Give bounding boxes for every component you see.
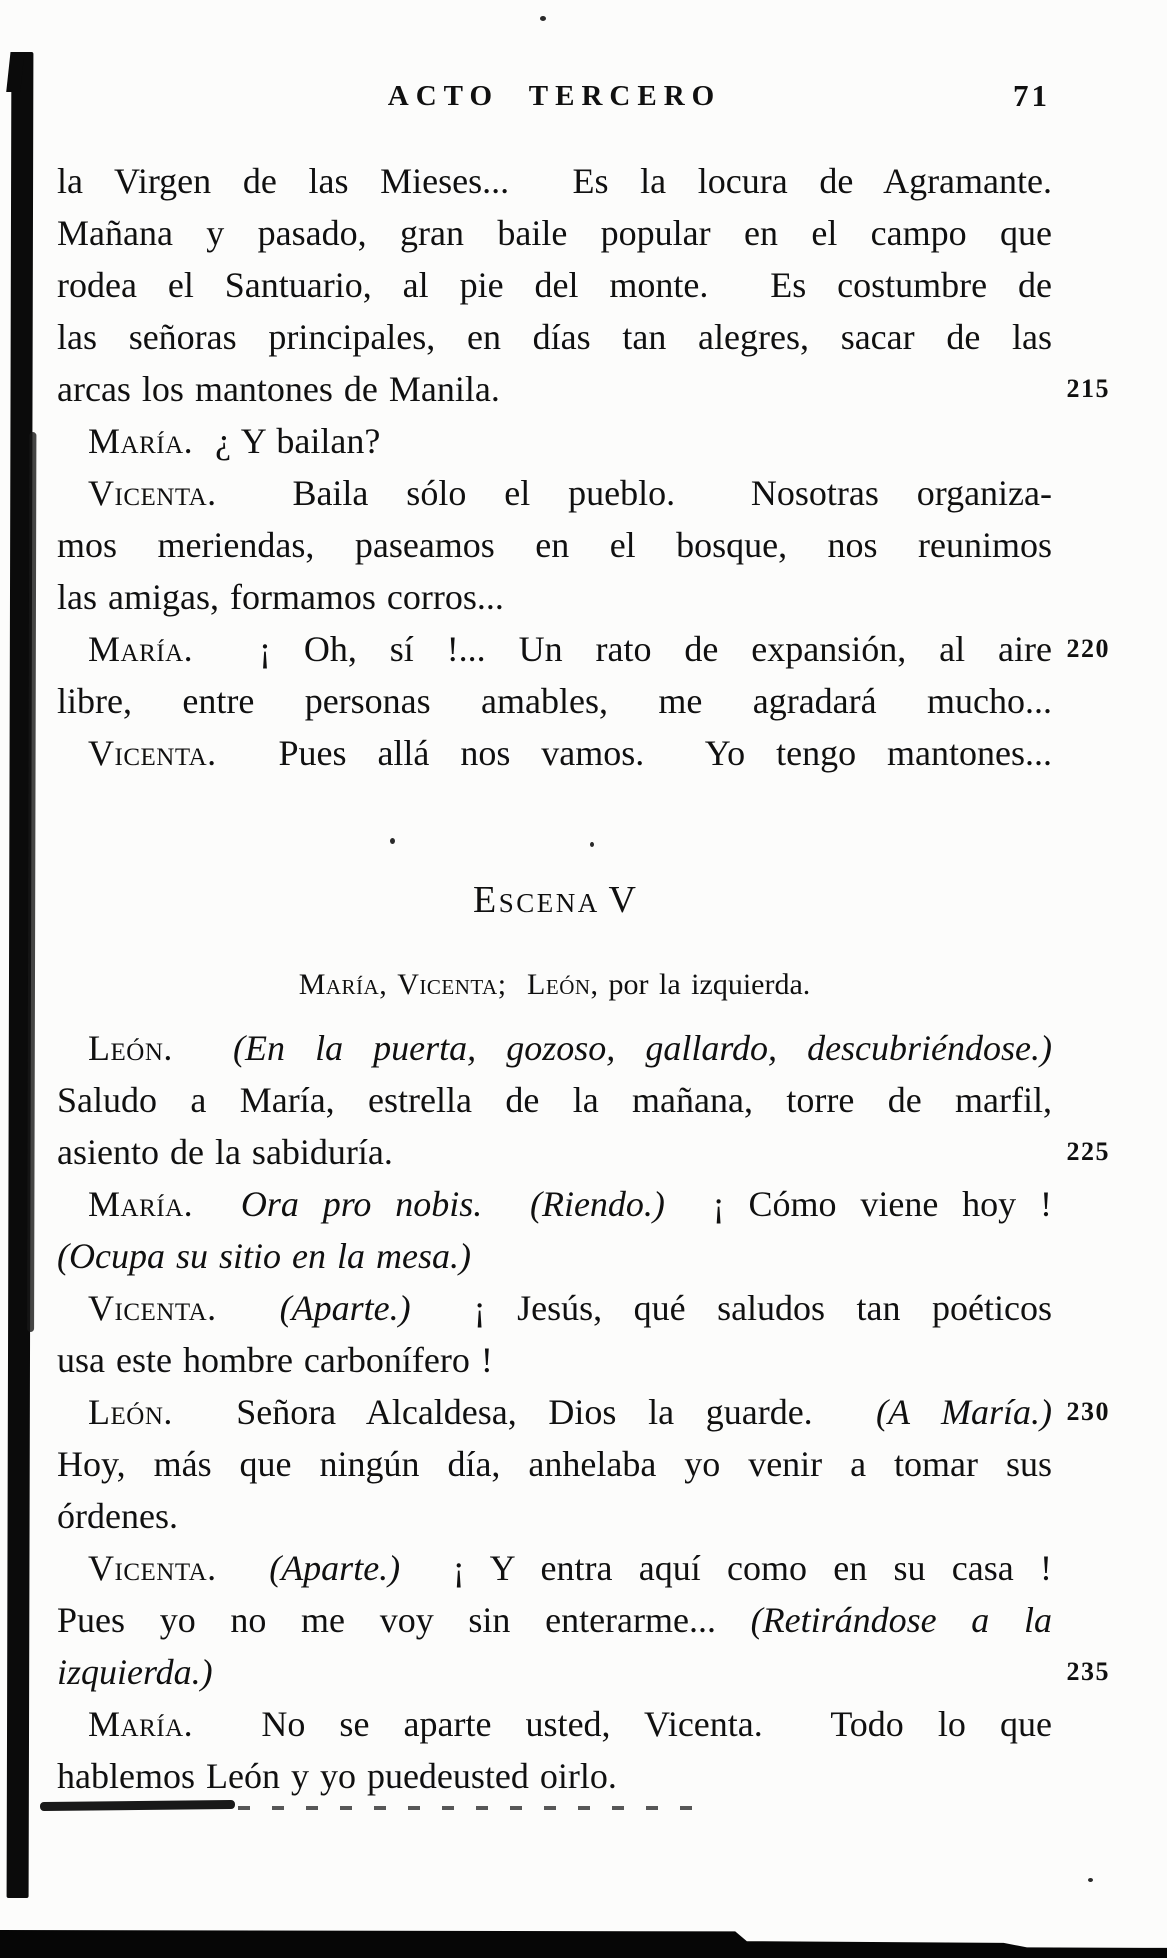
dialogue-text: Mañana y pasado, gran baile popular en el campo que xyxy=(57,213,1052,253)
dialogue-text: ¡ Y entra aquí como en su casa ! xyxy=(400,1548,1052,1588)
margin-line-number: 235 xyxy=(1066,1657,1110,1686)
dialogue-text: usa este hombre carbonífero ! xyxy=(57,1340,493,1380)
dialogue-text: mos meriendas, paseamos en el bosque, nos reunimos xyxy=(57,525,1052,565)
dialogue-text: las amigas, formamos corros... xyxy=(57,577,504,617)
text-line xyxy=(57,1334,1052,1386)
dialogue-text: Saludo a María, estrella de la mañana, torre de marfil, xyxy=(57,1080,1052,1120)
text-line xyxy=(57,1386,1110,1438)
speaker-name: María. xyxy=(88,629,194,669)
dialogue-text: asiento de la sabiduría. xyxy=(57,1132,393,1172)
dialogue-text xyxy=(217,1288,280,1328)
margin-line-number: 230 xyxy=(1066,1397,1110,1426)
dialogue-text: No se aparte usted, Vicenta. Todo lo que xyxy=(193,1704,1052,1744)
stage-direction: (A María.) xyxy=(876,1392,1052,1432)
margin-line-number: 215 xyxy=(1066,374,1110,403)
text-line xyxy=(57,571,1052,623)
text-line xyxy=(57,519,1052,571)
text-line xyxy=(57,1542,1052,1594)
dialogue-text: Pues allá nos vamos. Yo tengo mantones... xyxy=(216,733,1052,773)
stage-direction: izquierda.) xyxy=(57,1652,213,1692)
dialogue-text: ¡ Oh, sí !... Un rato de expansión, al aire xyxy=(193,629,1052,669)
stage-direction: (Retirándose a la xyxy=(750,1600,1052,1640)
dialogue-text: ; xyxy=(497,968,528,1001)
dialogue-text xyxy=(217,1548,270,1588)
text-line xyxy=(57,623,1110,675)
dialogue-text: las señoras principales, en días tan alegres, sacar de las xyxy=(57,317,1052,357)
text-line xyxy=(57,259,1052,311)
text-line xyxy=(57,311,1052,363)
dialogue-text: rodea el Santuario, al pie del monte. Es costumbre de xyxy=(57,265,1052,305)
dialogue-text: V xyxy=(599,879,636,921)
text-line xyxy=(57,1178,1052,1230)
text-line xyxy=(57,1230,1052,1282)
speaker-name: María xyxy=(298,968,380,1001)
scan-artifact xyxy=(540,16,546,21)
text-line xyxy=(57,1282,1052,1334)
vertical-gap xyxy=(57,1011,1052,1022)
dialogue-text: la Virgen de las Mieses... Es la locura de Agramante. xyxy=(57,161,1052,201)
dialogue-text: , por la izquierda. xyxy=(590,968,811,1001)
ink-smudge xyxy=(40,1800,235,1811)
speaker-name: María. xyxy=(88,421,194,461)
text-line xyxy=(57,1646,1110,1698)
speaker-name: Vicenta. xyxy=(88,473,217,513)
text-line xyxy=(57,675,1052,727)
stage-direction: (Aparte.) xyxy=(269,1548,401,1588)
speaker-name: María. xyxy=(88,1704,194,1744)
scan-artifact xyxy=(1088,1878,1093,1882)
page-number: 71 xyxy=(1013,78,1050,113)
stage-direction: Ora pro nobis. xyxy=(240,1184,483,1224)
dialogue-text xyxy=(482,1184,530,1224)
text-line xyxy=(57,1074,1052,1126)
dialogue-text: ¿ Y bailan? xyxy=(193,421,381,461)
text-line xyxy=(57,1490,1052,1542)
dialogue-text: Baila sólo el pueblo. Nosotras organiza- xyxy=(216,473,1052,513)
text-line xyxy=(57,727,1052,779)
play-text-block xyxy=(57,155,1110,1802)
scene-cast-line xyxy=(57,959,1052,1011)
running-head xyxy=(57,72,1052,120)
text-line xyxy=(57,415,1052,467)
scan-gutter-shadow xyxy=(7,52,34,1898)
text-line xyxy=(57,1750,1052,1802)
stage-direction: (En la puerta, gozoso, gallardo, descubriéndose.) xyxy=(233,1028,1053,1068)
dialogue-text: hablemos León y yo puedeusted oirlo. xyxy=(57,1756,617,1796)
scan-artifact xyxy=(590,842,594,847)
speaker-name: Vicenta. xyxy=(88,1548,217,1588)
dialogue-text: libre, entre personas amables, me agradará mucho... xyxy=(57,681,1052,721)
dialogue-text: Hoy, más que ningún día, anhelaba yo venir a tomar sus xyxy=(57,1444,1052,1484)
dialogue-text: ¡ Cómo viene hoy ! xyxy=(664,1184,1053,1224)
dialogue-text xyxy=(193,1184,241,1224)
dialogue-text: Pues yo no me voy sin enterarme... xyxy=(57,1600,751,1640)
dialogue-text: ¡ Jesús, qué saludos tan poéticos xyxy=(410,1288,1053,1328)
dialogue-text: Señora Alcaldesa, Dios la guarde. xyxy=(172,1392,877,1432)
margin-line-number: 225 xyxy=(1066,1137,1110,1166)
text-line xyxy=(57,207,1052,259)
text-line xyxy=(57,363,1110,415)
stage-direction: (Ocupa su sitio en la mesa.) xyxy=(57,1236,471,1276)
speaker-name: León xyxy=(527,968,591,1001)
dialogue-text: , xyxy=(379,968,398,1001)
margin-line-number: 220 xyxy=(1066,634,1110,663)
vertical-gap xyxy=(57,926,1052,959)
text-line xyxy=(57,155,1052,207)
text-line xyxy=(57,467,1052,519)
ink-smudge xyxy=(238,1806,698,1810)
dialogue-text: arcas los mantones de Manila. xyxy=(57,369,500,409)
dialogue-text xyxy=(173,1028,233,1068)
scan-edge-bar xyxy=(0,1930,1167,1958)
act-title: ACTO TERCERO xyxy=(387,80,722,112)
text-line xyxy=(57,1698,1052,1750)
text-line xyxy=(57,1594,1052,1646)
stage-direction: (Aparte.) xyxy=(279,1288,411,1328)
text-line xyxy=(57,1438,1052,1490)
scene-heading xyxy=(57,874,1052,926)
scan-artifact xyxy=(390,838,395,844)
speaker-name: León. xyxy=(88,1392,173,1432)
text-line xyxy=(57,1126,1110,1178)
speaker-name: María. xyxy=(88,1184,194,1224)
text-line xyxy=(57,1022,1052,1074)
speaker-name: León. xyxy=(88,1028,173,1068)
stage-direction: (Riendo.) xyxy=(529,1184,665,1224)
speaker-name: Vicenta. xyxy=(88,733,217,773)
speaker-name: Escena xyxy=(473,879,600,921)
dialogue-text: órdenes. xyxy=(57,1496,178,1536)
vertical-gap xyxy=(57,779,1052,874)
speaker-name: Vicenta xyxy=(397,968,498,1001)
speaker-name: Vicenta. xyxy=(88,1288,217,1328)
